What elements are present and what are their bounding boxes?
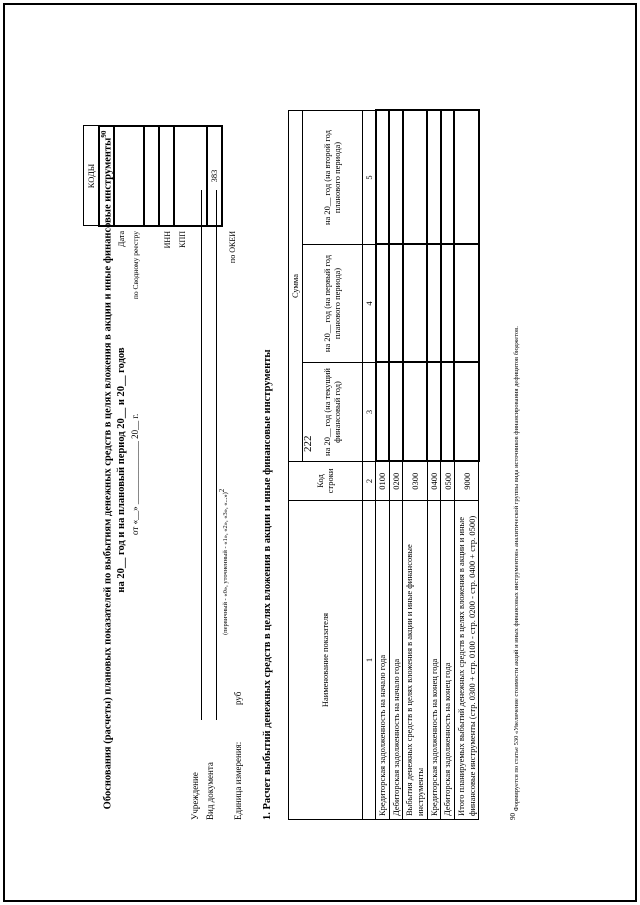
col-header-sum: Сумма	[289, 111, 303, 462]
value-cell	[389, 245, 403, 363]
title-line2: на 20__ год и на плановый период 20__ и 20__ годов	[115, 347, 127, 593]
value-cell	[376, 245, 390, 363]
row-name: Кредиторская задолженность на конец года	[427, 501, 441, 820]
doc-type-label: Вид документа	[205, 762, 215, 820]
row-code: 0500	[441, 462, 455, 501]
code-label-date: Дата	[117, 231, 126, 247]
col-header-year1: на 20__ год (на текущий финансовый год)	[302, 363, 362, 462]
section-title: 1. Расчет выбытий денежных средств в целях вложения в акции и иные финансовые инструменты	[262, 349, 273, 820]
col-header-name: Наименование показателя	[289, 501, 363, 820]
doc-type-hint: (первичный - «0», уточненный - «1», «2», «3», «...»)2	[218, 488, 230, 635]
table-row	[427, 111, 441, 820]
value-cell	[454, 245, 478, 363]
row-code: 0100	[376, 462, 390, 501]
page-number: 222	[302, 435, 314, 452]
codes-table	[83, 125, 223, 227]
value-cell	[376, 111, 390, 245]
code-cell-registry	[114, 126, 144, 226]
code-label-okei: по ОКЕИ	[228, 231, 237, 264]
title-footnote-mark: 90	[100, 130, 108, 138]
value-cell	[454, 111, 478, 245]
code-label-registry: по Сводному реестру	[131, 231, 140, 300]
value-cell	[427, 111, 441, 245]
row-code: 0300	[403, 462, 427, 501]
unit-label: Единица измерения:	[233, 741, 243, 820]
value-cell	[389, 363, 403, 462]
code-cell-blank	[174, 126, 207, 226]
col-number-2: 2	[362, 462, 376, 501]
value-cell	[403, 111, 427, 245]
row-name: Дебиторская задолженность на начало года	[389, 501, 403, 820]
institution-label: Учреждение	[190, 772, 200, 820]
code-cell-date	[99, 126, 114, 226]
code-cell-okei: 383	[207, 126, 222, 226]
row-name: Дебиторская задолженность на конец года	[441, 501, 455, 820]
date-line: от «__» ______________ 20__ г.	[130, 413, 140, 535]
title-line1: Обоснования (расчеты) плановых показателей по выбытиям денежных средств в целях вложения в акции и иные финансовые инструменты	[102, 137, 114, 810]
col-number-1: 1	[362, 501, 376, 820]
value-cell	[403, 363, 427, 462]
table-row	[454, 111, 478, 820]
codes-header: КОДЫ	[84, 126, 99, 226]
col-header-year3: на 20__ год (на второй год планового периода)	[302, 111, 362, 245]
code-cell-inn	[144, 126, 159, 226]
value-cell	[376, 363, 390, 462]
col-number-3: 3	[362, 363, 376, 462]
value-cell	[427, 245, 441, 363]
row-code: 0200	[389, 462, 403, 501]
table-row	[403, 111, 427, 820]
code-label-inn: ИНН	[163, 231, 172, 249]
footnote: 90 Формируется по статье 530 «Увеличение стоимости акций и иных финансовых инструментов» аналитической группы вида источников финансирования дефицитов бюджетов.	[509, 326, 521, 820]
row-code: 0400	[427, 462, 441, 501]
value-cell	[403, 245, 427, 363]
value-cell	[454, 363, 478, 462]
row-name: Итого планируемых выбытий денежных средств в целях вложения в акции и иные финансовые инструменты (стр. 0300 + стр. 0100 - стр. 0200 - стр. 0400 + стр. 0500)	[454, 501, 478, 820]
row-code: 9000	[454, 462, 478, 501]
table-row	[441, 111, 455, 820]
unit-value: руб	[233, 691, 243, 705]
table-row	[376, 111, 390, 820]
col-header-year2: на 20__ год (на первый год планового периода)	[302, 245, 362, 363]
code-label-kpp: КПП	[178, 231, 187, 248]
value-cell	[389, 111, 403, 245]
value-cell	[427, 363, 441, 462]
col-number-5: 5	[362, 111, 376, 245]
col-number-4: 4	[362, 245, 376, 363]
value-cell	[441, 111, 455, 245]
calculation-table	[288, 110, 480, 821]
row-name: Выбытия денежных средств в целях вложения в акции и иные финансовые инструменты	[403, 501, 427, 820]
col-header-code: Код строки	[289, 462, 363, 501]
value-cell	[441, 363, 455, 462]
table-row	[389, 111, 403, 820]
doc-type-line	[216, 190, 217, 720]
value-cell	[441, 245, 455, 363]
institution-line	[201, 190, 202, 720]
code-cell-kpp	[159, 126, 174, 226]
row-name: Кредиторская задолженность на начало года	[376, 501, 390, 820]
